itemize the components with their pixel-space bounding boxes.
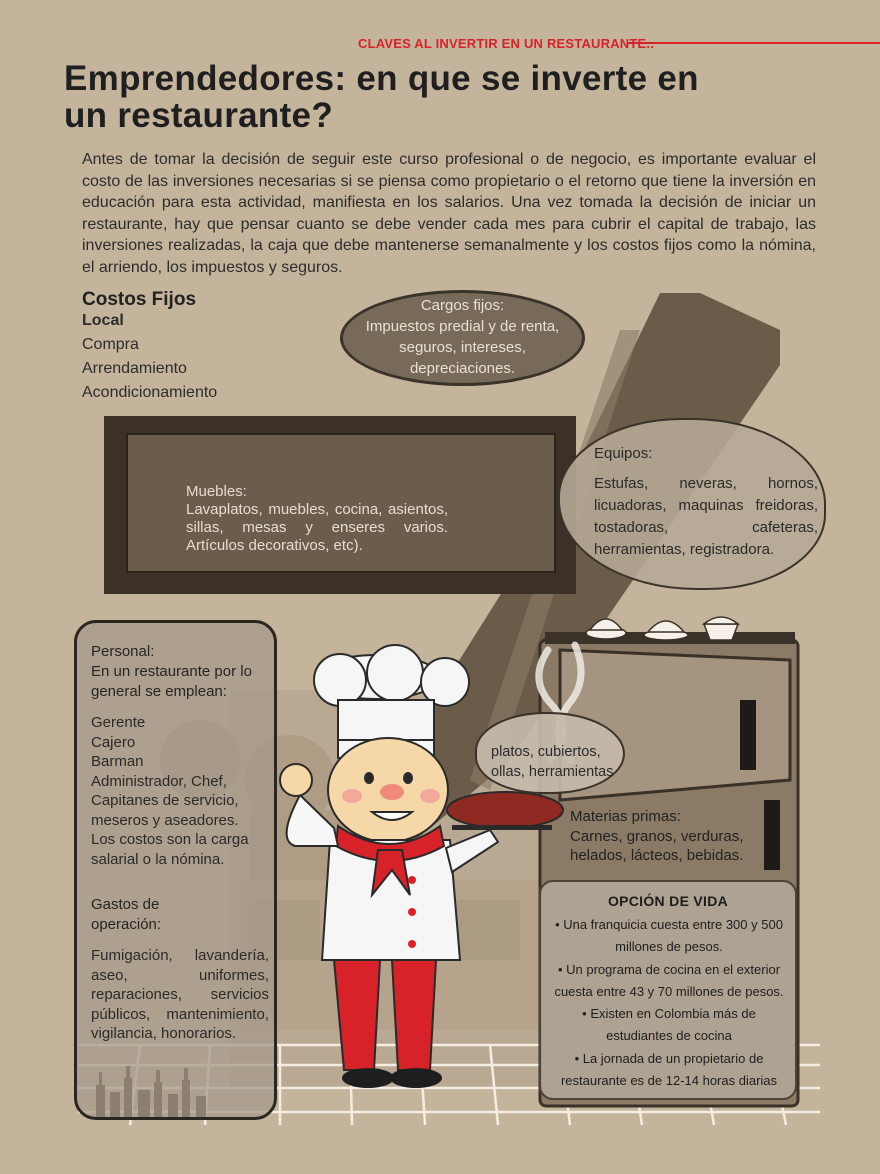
personal-roles bbox=[91, 713, 273, 869]
costos-fijos-item: Compra bbox=[82, 336, 139, 353]
cargos-fijos-line: seguros, intereses, bbox=[399, 339, 526, 356]
header-rule bbox=[628, 42, 880, 44]
equipos-text bbox=[594, 443, 818, 561]
materias-body: Carnes, granos, verduras, helados, lácteos, bebidas. bbox=[570, 827, 744, 864]
costos-fijos-local: Local bbox=[82, 312, 124, 329]
equipos-body: Estufas, neveras, hornos, licuadoras, maquinas freidoras, tostadoras, cafeteras, herramientas, registradora. bbox=[594, 475, 818, 558]
cargos-fijos-line: depreciaciones. bbox=[409, 360, 516, 377]
platos-line: platos, cubiertos, bbox=[491, 744, 601, 760]
platos-line: ollas, herramientas bbox=[491, 764, 614, 780]
opcion-de-vida-item: • La jornada de un propietario de restaurante es de 12-14 horas diarias bbox=[560, 1051, 778, 1088]
gastos-body: Fumigación, lavandería, aseo, uniformes, reparaciones, servicios públicos, mantenimiento, vigilancia, honorarios. bbox=[91, 947, 269, 1042]
opcion-de-vida-item: • Una franquicia cuesta entre 300 y 500 millones de pesos. bbox=[555, 917, 783, 954]
page-title-line-1: Emprendedores: en que se inverte en bbox=[64, 59, 699, 98]
muebles-title: Muebles: bbox=[186, 483, 247, 500]
personal-role: Barman bbox=[91, 753, 144, 770]
section-label: CLAVES AL INVERTIR EN UN RESTAURANTE.. bbox=[358, 36, 655, 51]
opcion-de-vida-title: OPCIÓN DE VIDA bbox=[607, 893, 729, 909]
dish-icons bbox=[586, 617, 738, 640]
personal-intro: En un restaurante por lo general se emplean: bbox=[91, 663, 252, 700]
personal-role: Cajero bbox=[91, 733, 136, 751]
personal-note: Los costos son la carga salarial o la nómina. bbox=[91, 831, 249, 868]
page-title-line-2: un restaurante? bbox=[64, 96, 333, 135]
cargos-fijos-line: Impuestos predial y de renta, bbox=[365, 318, 560, 335]
costos-fijos-title: Costos Fijos bbox=[82, 289, 197, 310]
muebles-text bbox=[186, 483, 448, 555]
costos-fijos-item: Acondicionamiento bbox=[82, 384, 218, 401]
materias-title: Materias primas: bbox=[570, 808, 681, 825]
cargos-fijos-bubble bbox=[340, 290, 585, 386]
platos-text bbox=[491, 742, 619, 782]
personal-role: Gerente bbox=[91, 714, 146, 731]
costos-fijos-item: Arrendamiento bbox=[82, 360, 187, 377]
materias-primas bbox=[570, 807, 770, 866]
personal-role: Capitanes de servicio, bbox=[91, 792, 239, 809]
cargos-fijos-title: Cargos fijos: bbox=[420, 297, 505, 314]
page-title bbox=[64, 60, 784, 134]
opcion-de-vida-item: • Un programa de cocina en el exterior cuesta entre 43 y 70 millones de pesos. bbox=[554, 962, 784, 999]
gastos-title: Gastos de operación: bbox=[91, 896, 162, 933]
equipos-title: Equipos: bbox=[594, 445, 653, 462]
personal-role: meseros y aseadores. bbox=[91, 811, 239, 829]
muebles-body: Lavaplatos, muebles, cocina, asientos, sillas, mesas y enseres varios. Artículos decorativos, etc). bbox=[186, 501, 448, 554]
personal-title: Personal: bbox=[91, 643, 155, 660]
intro-paragraph: Antes de tomar la decisión de seguir este curso profesional o de negocio, es importante evaluar el costo de las inversiones necesarias si se piensa como propietario o el retorno que tiene la inversión en educación para esta actividad, manifiesta en los salarios. Una vez tomada la decisión de iniciar un restaurante, hay que pensar cuanto se debe vender cada mes para cubrir el capital de trabajo, las inversiones realizadas, la caja que debe mantenerse semanalmente y los costos fijos como la nómina, el arriendo, los impuestos y seguros. bbox=[82, 151, 816, 276]
opcion-de-vida-item: • Existen en Colombia más de estudiantes de cocina bbox=[582, 1006, 756, 1043]
personal-role: Administrador, Chef, bbox=[91, 772, 227, 790]
